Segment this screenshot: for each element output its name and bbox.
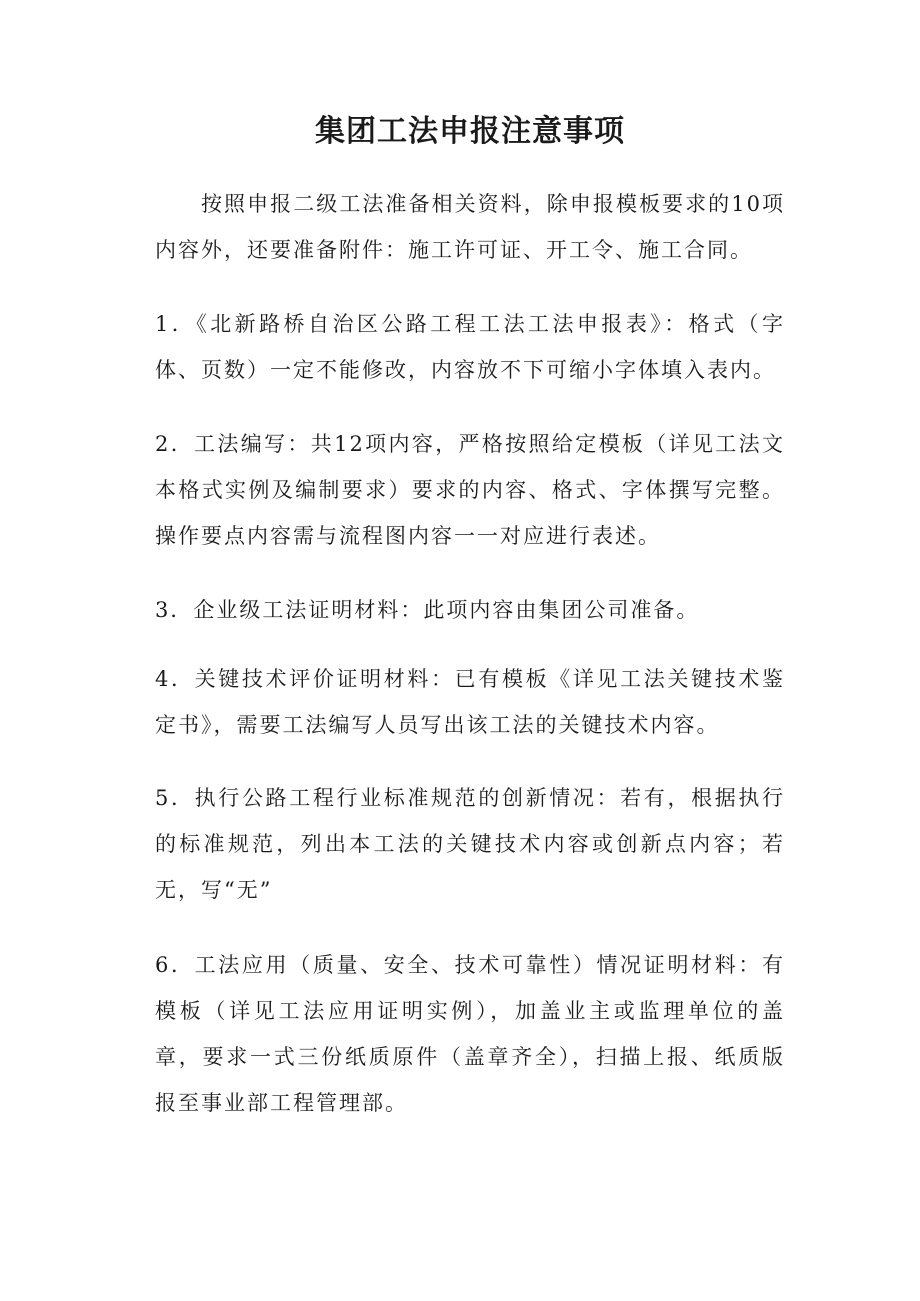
intro-paragraph: 按照申报二级工法准备相关资料，除申报模板要求的10项内容外，还要准备附件：施工许可证、开工令、施工合同。 — [155, 192, 785, 262]
item-5: 5．执行公路工程行业标准规范的创新情况：若有，根据执行的标准规范，列出本工法的关键技术内容或创新点内容；若无，写“无” — [155, 786, 785, 902]
document-title: 集团工法申报注意事项 — [315, 114, 625, 149]
item-2: 2．工法编写：共12项内容，严格按照给定模板（详见工法文本格式实例及编制要求）要求的内容、格式、字体撰写完整。操作要点内容需与流程图内容一一对应进行表述。 — [155, 432, 785, 548]
item-3: 3．企业级工法证明材料：此项内容由集团公司准备。 — [155, 598, 700, 622]
item-1: 1．《北新路桥自治区公路工程工法工法申报表》：格式（字体、页数）一定不能修改，内容放不下可缩小字体填入表内。 — [155, 312, 785, 382]
item-4: 4．关键技术评价证明材料：已有模板《详见工法关键技术鉴定书》，需要工法编写人员写出该工法的关键技术内容。 — [155, 667, 785, 737]
item-6: 6．工法应用（质量、安全、技术可靠性）情况证明材料：有模板（详见工法应用证明实例），加盖业主或监理单位的盖章，要求一式三份纸质原件（盖章齐全），扫描上报、纸质版报至事业部工程管理部。 — [155, 953, 785, 1115]
